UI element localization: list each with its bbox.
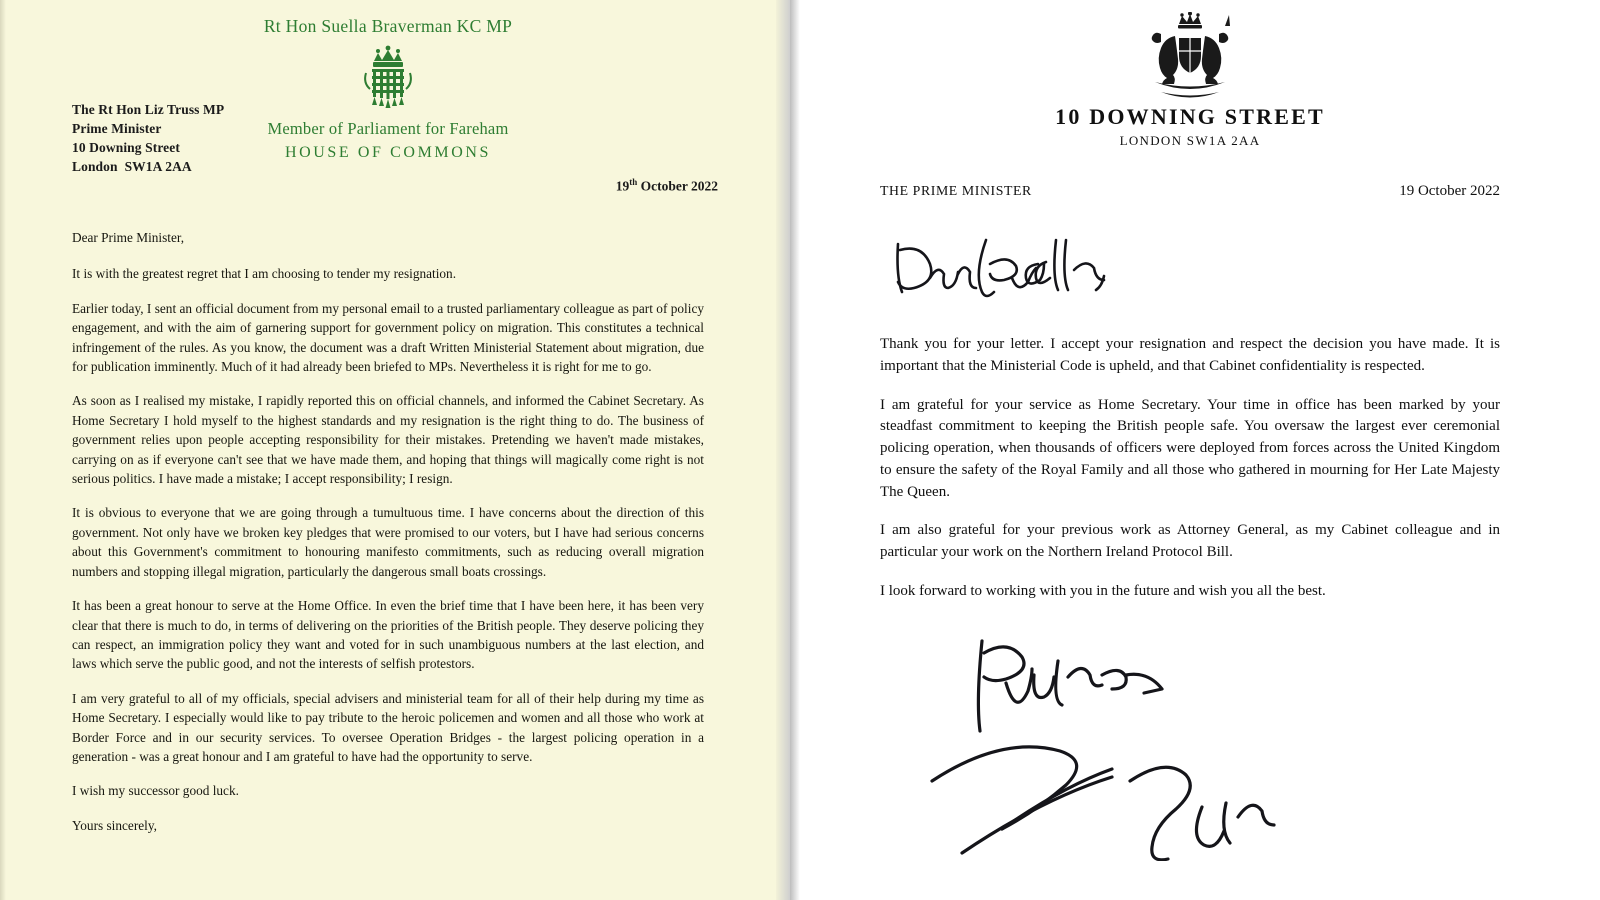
body-paragraph: I wish my successor good luck. (72, 783, 239, 799)
date-day: 19 (615, 178, 630, 193)
mp-constituency: Member of Parliament for Fareham (267, 119, 509, 138)
house-of-commons-label: HOUSE OF COMMONS (284, 144, 492, 161)
downing-street-heading: 10 DOWNING STREET (1055, 104, 1325, 129)
date-month-year: October 2022 (637, 178, 718, 193)
page-edge-shadow-right (776, 0, 790, 900)
page-edge-shadow (790, 0, 800, 900)
letterhead-downing-street (880, 12, 1500, 149)
handwritten-signature-icon (902, 631, 1332, 861)
address-and-date-row (72, 100, 718, 193)
recipient-address (72, 100, 704, 177)
date-ordinal-suffix: th (629, 176, 638, 187)
body-paragraph: As soon as I realised my mistake, I rapidly reported this on official channels, and informed the Cabinet Secretary. As Home Secretary I hold myself to the highest standards and my resignation is the right thing to do. The business of government relies upon people accepting responsibility for their mistakes. Pretending we haven't made mistakes, carrying on as if everyone can't see that we have made them, and hoping that things will magically come right is not serious politics. I have made a mistake; I accept responsibility; I resign. (72, 393, 704, 487)
address-line: Prime Minister (72, 121, 162, 137)
body-paragraph: Thank you for your letter. I accept your resignation and respect the decision you have made. It is important that the Ministerial Code is upheld, and that Cabinet confidentiality is respected. (880, 336, 1500, 374)
letter-body (72, 228, 704, 835)
signature (902, 631, 1500, 866)
body-paragraph: I am very grateful to all of my officials, special advisers and ministerial team for all of their help during my time as Home Secretary. I especially would like to pay tribute to the heroic policemen and women and all those who work at Border Force and in our security services. To oversee Operation Bridges - the largest policing operation in a generation - was a great honour and I am grateful to have had the opportunity to serve. (72, 690, 704, 764)
body-paragraph: It has been a great honour to serve at the Home Office. In even the brief time that I have been here, it has been very clear that there is much to do, in terms of delivering on the priorities of the British people. They deserve policing they can respect, an immigration policy they want and voted for in such unambiguous numbers at the last election, and laws which serve the public good, and not the interests of selfish protestors. (72, 598, 704, 672)
handwritten-salutation (890, 230, 1500, 322)
body-paragraph: It is obvious to everyone that we are going through a tumultuous time. I have concerns about the direction of this government. Not only have we broken key pledges that were promised to our voters, but I have had serious concerns about this Government's commitment to honouring manifesto commitments, such as reducing overall migration numbers and stopping illegal migration, particularly the dangerous small boats crossings. (72, 505, 704, 579)
body-paragraph: I am also grateful for your previous work as Attorney General, as my Cabinet colleague and in particular your work on the Northern Ireland Protocol Bill. (880, 522, 1500, 560)
address-line: London SW1A 2AA (72, 159, 192, 175)
body-paragraph: I am grateful for your service as Home Secretary. Your time in office has been marked by your steadfast commitment to keeping the British people safe. You oversaw the largest ever ceremonial policing operation, when thousands of officers were deployed from forces across the United Kingdom to ensure the safety of the Royal Family and all those who gathered in mourning for Her Late Majesty The Queen. (880, 396, 1500, 500)
sender-title: THE PRIME MINISTER (880, 183, 1032, 198)
resignation-letter-document (0, 0, 790, 900)
page-edge-shadow-left (0, 0, 6, 900)
address-line: 10 Downing Street (72, 140, 180, 156)
letter-body (880, 334, 1500, 603)
body-paragraph: I look forward to working with you in the future and wish you all the best. (880, 582, 1326, 599)
sender-and-date-row (880, 183, 1500, 200)
letter-date: 19 October 2022 (1399, 183, 1500, 199)
closing-line: Yours sincerely, (72, 817, 157, 833)
body-paragraph: Earlier today, I sent an official document from my personal email to a trusted parliamentary colleague as part of policy engagement, and with the aim of garnering support for government policy on migration. This constitutes a technical infringement of the rules. As you know, the document was a draft Written Ministerial Statement about migration, due for publication imminently. Much of it had already been briefed to MPs. Nevertheless it is right for me to go. (72, 300, 704, 375)
downing-street-subheading: LONDON SW1A 2AA (1119, 133, 1261, 148)
body-paragraph: It is with the greatest regret that I am choosing to tender my resignation. (72, 266, 457, 282)
mp-name: Rt Hon Suella Braverman KC MP (263, 16, 513, 36)
address-line: The Rt Hon Liz Truss MP (72, 102, 225, 117)
salutation: Dear Prime Minister, (72, 230, 185, 245)
pm-reply-letter-document (790, 0, 1600, 900)
handwritten-salutation-icon (890, 230, 1190, 320)
letter-date (616, 177, 718, 195)
royal-coat-of-arms-icon (1135, 12, 1245, 100)
